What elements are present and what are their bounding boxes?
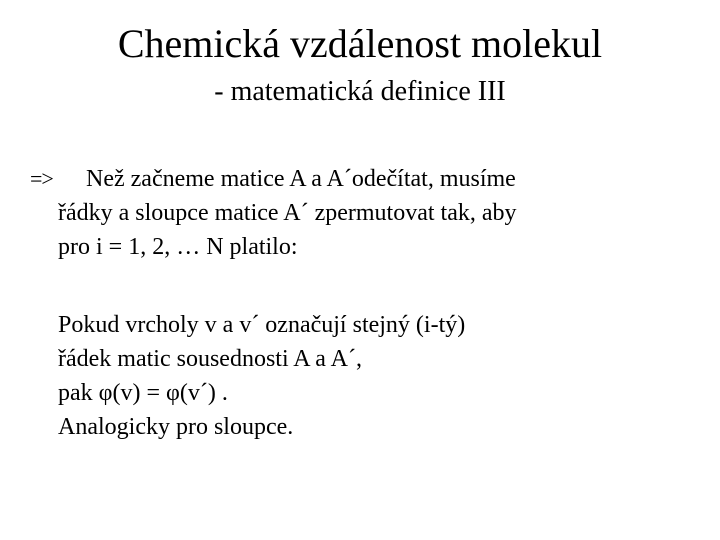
slide-title: Chemická vzdálenost molekul bbox=[117, 21, 603, 66]
slide-subtitle: - matematická definice III bbox=[214, 76, 506, 107]
paragraph-condition bbox=[58, 162, 517, 264]
paragraph-line: Než začneme matice A a A´odečítat, musíme bbox=[86, 166, 516, 192]
paragraph-line: řádky a sloupce matice A´ zpermutovat tak, aby bbox=[58, 200, 517, 226]
paragraph-line: pak φ(v) = φ(v´) . bbox=[58, 380, 228, 406]
paragraph-line: řádek matic sousednosti A a A´, bbox=[58, 346, 362, 372]
paragraph-line: Pokud vrcholy v a v´ označují stejný (i-tý) bbox=[58, 312, 466, 338]
paragraph-line: Analogicky pro sloupce. bbox=[58, 414, 294, 440]
paragraph-line: pro i = 1, 2, … N platilo: bbox=[58, 234, 298, 260]
arrow-bullet: => bbox=[30, 166, 53, 191]
paragraph-rule bbox=[58, 308, 465, 444]
